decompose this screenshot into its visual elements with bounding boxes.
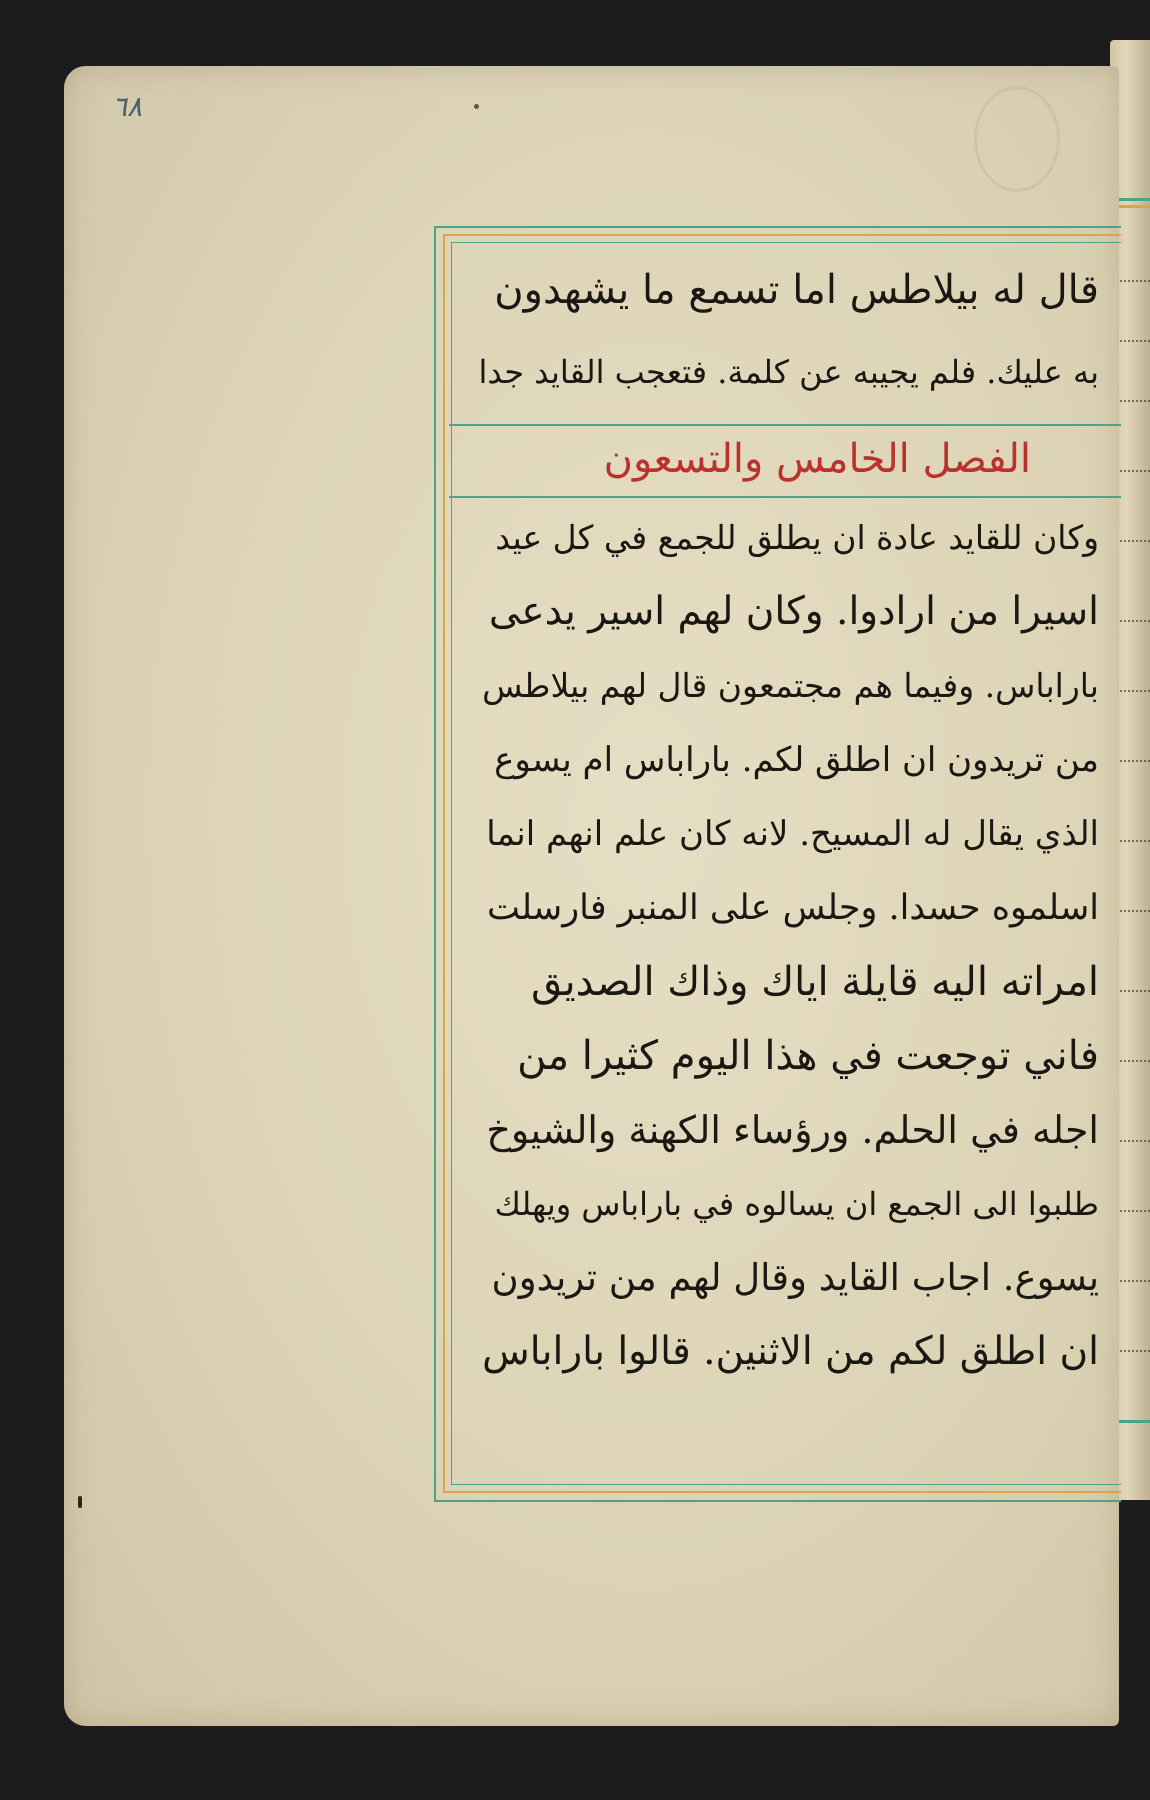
text-line: يسوع. اجاب القايد وقال لهم من تريدون [491, 1256, 1099, 1299]
next-leaf-text [1116, 540, 1150, 543]
next-leaf-text [1116, 400, 1150, 403]
text-line: قال له بيلاطس اما تسمع ما يشهدون [494, 267, 1099, 313]
text-line: امراته اليه قايلة اياك وذاك الصديق [531, 959, 1099, 1005]
next-leaf-text [1116, 280, 1150, 283]
heading-rule-top [449, 424, 1121, 426]
heading-rule-bottom [449, 496, 1121, 498]
text-line: اجله في الحلم. ورؤساء الكهنة والشيوخ [486, 1108, 1099, 1152]
text-line: فاني توجعت في هذا اليوم كثيرا من [517, 1033, 1099, 1079]
text-line: من تريدون ان اطلق لكم. باراباس ام يسوع [494, 740, 1099, 780]
text-line: اسلموه حسدا. وجلس على المنبر فارسلت [486, 888, 1099, 928]
next-leaf-text [1116, 690, 1150, 693]
next-leaf-text [1116, 1210, 1150, 1213]
manuscript-page [64, 66, 1119, 1726]
text-line: به عليك. فلم يجيبه عن كلمة. فتعجب القايد جدا [478, 353, 1099, 391]
faint-seal-mark [974, 86, 1060, 192]
chapter-heading: الفصل الخامس والتسعون [603, 436, 1031, 482]
text-line: اسيرا من ارادوا. وكان لهم اسير يدعى [488, 589, 1099, 634]
folio-number: ٦٨ [112, 90, 143, 123]
next-leaf-text [1116, 910, 1150, 913]
next-leaf-text [1116, 1280, 1150, 1283]
next-leaf-text [1116, 620, 1150, 623]
text-line: وكان للقايد عادة ان يطلق للجمع في كل عيد [495, 518, 1099, 557]
next-leaf-text [1116, 760, 1150, 763]
next-leaf-text [1116, 990, 1150, 993]
next-leaf-text [1116, 1350, 1150, 1353]
next-leaf-text [1116, 470, 1150, 473]
text-line: ان اطلق لكم من الاثنين. قالوا باراباس [482, 1329, 1099, 1374]
next-leaf-text [1116, 1140, 1150, 1143]
text-line: باراباس. وفيما هم مجتمعون قال لهم بيلاطس [482, 666, 1099, 705]
text-line: طلبوا الى الجمع ان يسالوه في باراباس ويهلك [494, 1185, 1099, 1223]
next-leaf-text [1116, 1060, 1150, 1063]
paper-speck [474, 104, 479, 109]
text-frame [434, 226, 1121, 1502]
text-line: الذي يقال له المسيح. لانه كان علم انهم انما [486, 814, 1099, 854]
ink-mark [78, 1496, 82, 1508]
next-leaf-text [1116, 340, 1150, 343]
next-leaf-text [1116, 840, 1150, 843]
